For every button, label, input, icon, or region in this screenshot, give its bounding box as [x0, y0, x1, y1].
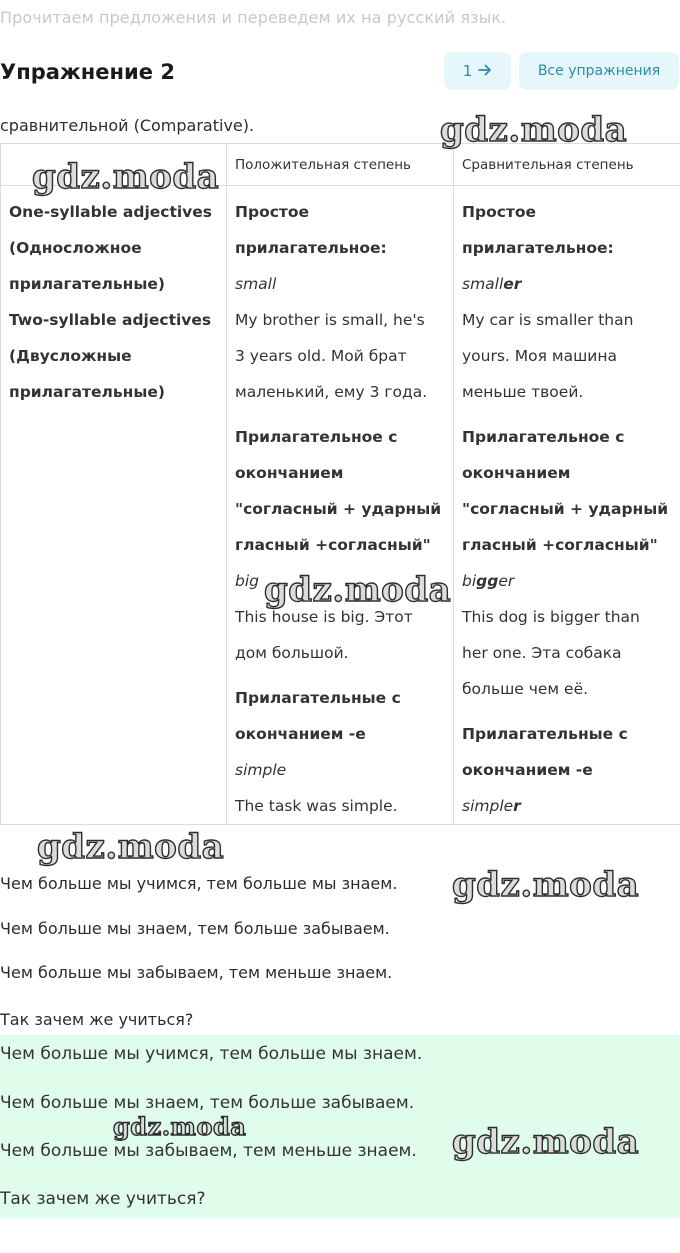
cell-text: прилагательное:: [462, 239, 614, 257]
cell-text: This house is big. Этот: [235, 608, 413, 626]
cell-text: The task was simple.: [235, 797, 398, 815]
cell-text: Простое: [235, 203, 310, 221]
word-stem: bi: [462, 572, 477, 590]
example-word: [462, 793, 672, 819]
example-word: big: [235, 572, 259, 590]
example-word: [462, 568, 672, 594]
pager-label: 1: [462, 62, 473, 80]
positive-degree-cell: [227, 186, 454, 825]
cell-text: One-syllable adjectives: [9, 203, 213, 221]
intro-line: сравнительной (Comparative).: [0, 116, 255, 135]
task-line: Чем больше мы учимся, тем больше мы знаем.: [0, 874, 398, 893]
cell-text: маленький, ему 3 года.: [235, 383, 428, 401]
cell-text: 3 years old. Мой брат: [235, 347, 407, 365]
watermark-logo: gdz.moda: [452, 1122, 640, 1162]
cell-text: прилагательное:: [235, 239, 387, 257]
cell-text: Прилагательные с: [235, 689, 401, 707]
cell-text: дом большой.: [235, 644, 349, 662]
cell-text: прилагательные): [9, 275, 166, 293]
watermark-logo: gdz.moda: [452, 865, 640, 905]
example-word: [462, 271, 672, 297]
cell-text: Простое: [462, 203, 537, 221]
answer-line: Чем больше мы забываем, тем меньше знаем.: [0, 1141, 417, 1161]
exercise-title: Упражнение 2: [0, 60, 175, 84]
cell-text: Прилагательное с: [462, 428, 625, 446]
comparative-degree-cell: [454, 186, 680, 825]
cell-text: This dog is bigger than: [462, 608, 640, 626]
cell-text: Прилагательные с: [462, 725, 628, 743]
word-stem: small: [462, 275, 504, 293]
watermark-logo: gdz.moda: [113, 1112, 247, 1141]
task-line: Чем больше мы забываем, тем меньше знаем.: [0, 963, 393, 982]
cell-text: (Двусложные: [9, 347, 132, 365]
cell-text: окончанием -е: [462, 761, 593, 779]
cell-text: "согласный + ударный: [235, 500, 442, 518]
adjective-type-cell: [1, 186, 227, 825]
arrow-right-icon: [478, 62, 492, 80]
cell-text: гласный +согласный": [462, 536, 658, 554]
task-line: Чем больше мы знаем, тем больше забываем.: [0, 919, 390, 938]
cell-text: больше чем её.: [462, 680, 589, 698]
table-header-cell: [1, 144, 227, 186]
word-suffix: er: [503, 275, 522, 293]
table-row: [1, 186, 680, 825]
cell-text: гласный +согласный": [235, 536, 431, 554]
top-hint-text: Прочитаем предложения и переведем их на русский язык.: [0, 8, 507, 27]
answer-line: Чем больше мы учимся, тем больше мы знаем.: [0, 1044, 423, 1064]
cell-text: окончанием -е: [235, 725, 366, 743]
answer-line: Чем больше мы знаем, тем больше забываем.: [0, 1093, 415, 1113]
grammar-table: [0, 143, 680, 825]
cell-text: Two-syllable adjectives: [9, 311, 212, 329]
all-exercises-button[interactable]: Все упражнения: [519, 52, 679, 90]
table-header-cell: Положительная степень: [227, 144, 454, 186]
word-suffix: r: [513, 797, 521, 815]
cell-text: Прилагательное с: [235, 428, 398, 446]
cell-text: My brother is small, he's: [235, 311, 425, 329]
cell-text: her one. Эта собака: [462, 644, 622, 662]
next-exercise-button[interactable]: [444, 52, 511, 90]
word-stem: simple: [462, 797, 514, 815]
cell-text: окончанием: [235, 464, 344, 482]
example-word: small: [235, 275, 277, 293]
table-header-row: [1, 144, 680, 186]
cell-text: My car is smaller than: [462, 311, 634, 329]
cell-text: прилагательные): [9, 383, 166, 401]
cell-text: yours. Моя машина: [462, 347, 617, 365]
cell-text: "согласный + ударный: [462, 500, 669, 518]
task-line: Так зачем же учиться?: [0, 1010, 194, 1029]
watermark-logo: gdz.moda: [264, 570, 452, 610]
watermark-logo: gdz.moda: [32, 157, 220, 197]
example-word: simple: [235, 761, 287, 779]
cell-text: окончанием: [462, 464, 571, 482]
cell-text: меньше твоей.: [462, 383, 584, 401]
word-suffix: er: [498, 572, 515, 590]
grammar-table-container: [0, 143, 680, 866]
watermark-logo: gdz.moda: [440, 110, 628, 150]
watermark-logo: gdz.moda: [37, 827, 225, 867]
answer-box: [0, 1035, 680, 1218]
word-double-consonant: gg: [476, 572, 499, 590]
answer-line: Так зачем же учиться?: [0, 1189, 206, 1209]
table-header-cell: Сравнительная степень: [454, 144, 680, 186]
cell-text: (Односложное: [9, 239, 142, 257]
